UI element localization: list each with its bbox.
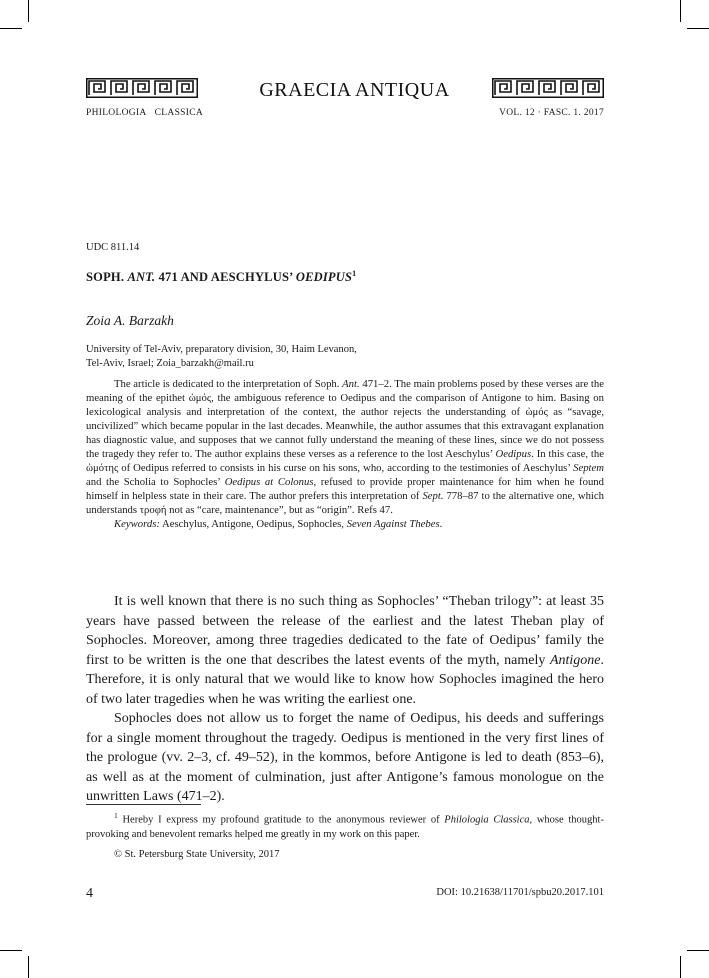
footnote <box>86 809 604 842</box>
crop-mark <box>687 950 709 951</box>
page-number: 4 <box>86 886 93 901</box>
affiliation-line: Tel-Aviv, Israel; Zoia_barzakh@mail.ru <box>86 358 254 369</box>
journal-title: GRAECIA ANTIQUA <box>259 79 450 101</box>
article-title: SOPH. ANT. 471 AND AESCHYLUS’ OEDIPUS$^1$ <box>86 269 357 285</box>
footnote-marker[interactable]: 1 <box>352 269 357 278</box>
crop-mark <box>687 28 709 29</box>
body-text <box>86 592 604 807</box>
body-paragraph: Sophocles does not allow us to forget the name of Oedipus, his deeds and sufferings for a single moment throughout the tragedy. Oedipus is mentioned in the very first lines of the prologue (vv. 2–3, cf. 49–52), in the kommos, before Antigone is led to death (853–6), as well as at the moment of culmination, just after Antigone’s famous monologue on the unwritten Laws (471–2). <box>86 711 604 804</box>
crop-mark <box>28 0 29 22</box>
crop-mark <box>680 956 681 978</box>
crop-mark <box>0 950 22 951</box>
keywords: Keywords: Aeschylus, Antigone, Oedipus, Sophocles, Seven Against Thebes. <box>114 518 443 530</box>
journal-volume: VOL. 12 · FASC. 1. 2017 <box>499 108 604 118</box>
abstract <box>86 377 604 531</box>
footnote-divider <box>86 804 201 805</box>
copyright-notice: © St. Petersburg State University, 2017 <box>114 849 280 860</box>
doi-link[interactable]: DOI: 10.21638/11701/spbu20.2017.101 <box>436 887 604 898</box>
footnote-text: $^1$ Hereby I express my profound gratitude to the anonymous reviewer of Philologia Classica, whose thought-provoking and benevolent remarks helped me greatly in my work on this paper. <box>86 811 604 840</box>
crop-mark <box>28 956 29 978</box>
crop-mark <box>680 0 681 22</box>
crop-mark <box>0 28 22 29</box>
affiliation-line: University of Tel-Aviv, preparatory division, 30, Haim Levanon, <box>86 344 357 355</box>
author-name: Zoia A. Barzakh <box>86 313 174 328</box>
udc-code: UDC 811.14 <box>86 242 140 253</box>
journal-series: PHILOLOGIA CLASSICA <box>86 108 203 118</box>
author-affiliation <box>86 343 357 371</box>
abstract-text: The article is dedicated to the interpretation of Soph. Ant. 471–2. The main problems posed by these verses are the meaning of the epithet ὠμός, the ambiguous reference to Oedipus and the comparison of Antigone to him. Basing on lexicological analysis and interpretation of the context, the author rejects the understanding of ὠμός as “savage, uncivilized” which became popular in the last decades. Meanwhile, the author assumes that this extravagant explanation has diagnostic value, and supposes that we cannot fully understand the meaning of these lines, since we do not possess the tragedy they refer to. The author explains these verses as a reference to the lost Aeschylus’ Oedipus. In this case, the ὠμότης of Oedipus referred to consists in his curse on his sons, who, according to the testimonies of Aeschylus’ Septem and the Scholia to Sophocles’ Oedipus at Colonus, refused to provide proper maintenance for him when he found himself in helpless state in their care. The author prefers this interpretation of Sept. 778–87 to the alternative one, which understands τροφή not as “care, maintenance”, but as “origin”. Refs 47. <box>86 378 604 516</box>
body-paragraph: It is well known that there is no such thing as Sophocles’ “Theban trilogy”: at least 35 years have passed between the release of the earliest and the latest Theban play of Sophocles. Moreover, among three tragedies dedicated to the fate of Oedipus’ family the first to be written is the one that describes the latest events of the myth, namely Antigone. Therefore, it is only natural that we would like to know how Sophocles imagined the hero of two later tragedies when he was writing the earliest one. <box>86 594 604 707</box>
